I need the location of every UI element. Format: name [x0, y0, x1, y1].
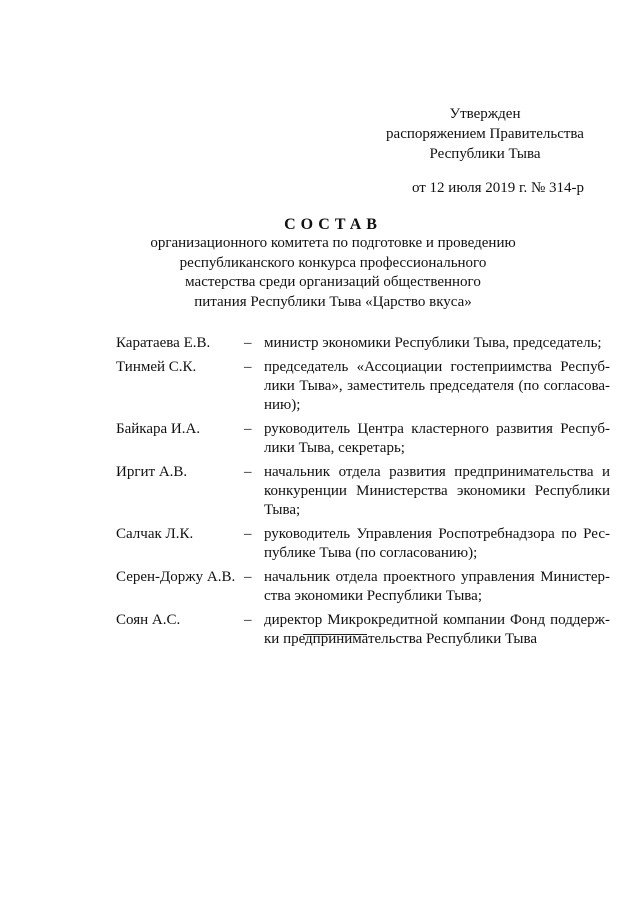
member-dash: – — [244, 612, 252, 628]
role-line: лики Тыва», заместитель председателя (по согласова- — [264, 378, 610, 394]
member-dash: – — [244, 359, 252, 375]
approval-line-3: Республики Тыва — [429, 146, 541, 162]
member-dash: – — [244, 569, 252, 585]
member-row — [116, 525, 610, 563]
document-subtitle — [100, 234, 566, 312]
role-line: Тыва; — [264, 502, 301, 518]
member-row — [116, 611, 610, 649]
member-row — [116, 334, 610, 353]
end-rule — [303, 634, 367, 635]
member-row — [116, 463, 610, 520]
role-line: директор Микрокредитной компании Фонд поддерж- — [264, 612, 610, 628]
member-role — [264, 525, 610, 563]
member-name: Иргит А.В. — [116, 464, 188, 480]
member-role — [264, 611, 610, 649]
member-dash: – — [244, 421, 252, 437]
member-row — [116, 358, 610, 415]
subtitle-line: организационного комитета по подготовке и проведению — [150, 235, 516, 251]
member-dash: – — [244, 335, 252, 351]
role-line: руководитель Центра кластерного развития Респуб- — [264, 421, 610, 437]
member-role — [264, 463, 610, 520]
member-name: Салчак Л.К. — [116, 526, 194, 542]
member-role — [264, 334, 610, 353]
approval-block — [380, 104, 590, 198]
role-line: конкуренции Министерства экономики Республики — [264, 483, 610, 499]
approval-date: от 12 июля 2019 г. № 314-р — [411, 180, 585, 196]
role-line: публике Тыва (по согласованию); — [264, 545, 478, 561]
document-title: СОСТАВ — [284, 216, 382, 233]
member-row — [116, 420, 610, 458]
member-dash: – — [244, 526, 252, 542]
role-line: лики Тыва, секретарь; — [264, 440, 405, 456]
approval-line-1: Утвержден — [449, 106, 521, 122]
role-line: руководитель Управления Роспотребнадзора по Рес- — [264, 526, 610, 542]
subtitle-line: республиканского конкурса профессионального — [179, 254, 487, 271]
subtitle-line: мастерства среди организаций общественного — [185, 274, 481, 290]
member-name: Тинмей С.К. — [116, 359, 197, 375]
subtitle-line: питания Республики Тыва «Царство вкуса» — [194, 293, 472, 310]
member-name: Каратаева Е.В. — [116, 335, 211, 351]
member-role — [264, 358, 610, 415]
members-list — [116, 334, 610, 654]
role-line: председатель «Ассоциации гостеприимства Респуб- — [264, 359, 610, 375]
member-name: Соян А.С. — [116, 612, 181, 628]
role-line: ства экономики Республики Тыва; — [264, 588, 482, 604]
member-role — [264, 420, 610, 458]
member-role — [264, 568, 610, 606]
member-name: Серен-Доржу А.В. — [116, 569, 236, 585]
member-name: Байкара И.А. — [116, 421, 201, 437]
role-line: начальник отдела проектного управления Министер- — [264, 569, 610, 585]
role-line: ки предпринимательства Республики Тыва — [264, 631, 538, 647]
role-line: министр экономики Республики Тыва, председатель; — [264, 335, 602, 351]
member-row — [116, 568, 610, 606]
approval-line-2: распоряжением Правительства — [386, 126, 584, 142]
role-line: нию); — [264, 397, 301, 413]
member-dash: – — [244, 464, 252, 480]
role-line: начальник отдела развития предпринимательства и — [264, 464, 610, 480]
